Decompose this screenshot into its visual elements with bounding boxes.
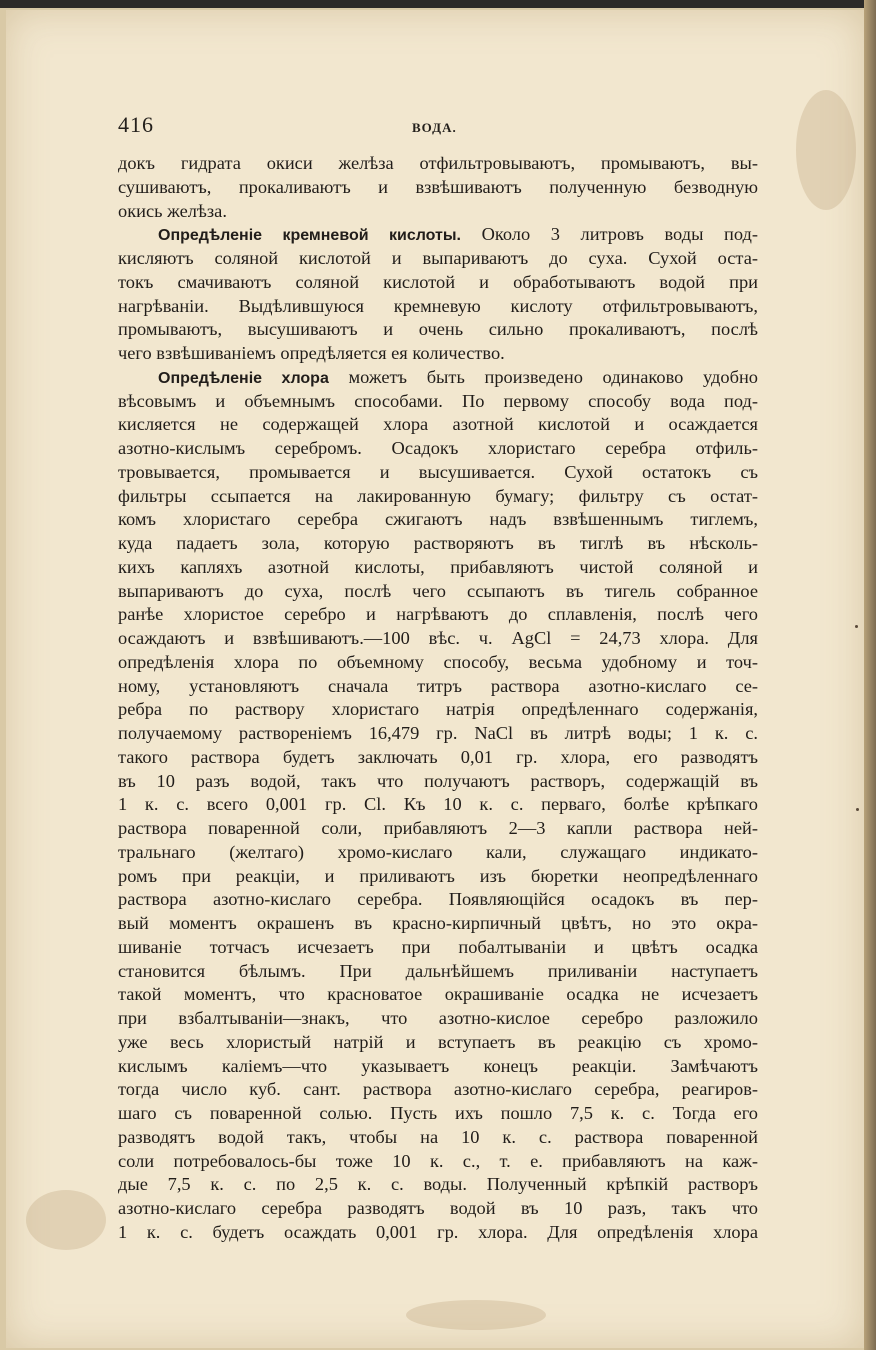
text-line: раствора азотно-кислаго серебра. Появляющійся осадокъ въ пер- <box>118 889 758 910</box>
text-line: кисляется не содержащей хлора азотной кислотой и осаждается <box>118 414 758 435</box>
text-line: вѣсовымъ и объемнымъ способами. По первому способу вода под- <box>118 390 758 411</box>
section-heading-chlorine: Опредѣленіе хлора <box>158 369 329 387</box>
text-line: кихъ капляхъ азотной кислоты, прибавляютъ чистой соляной и <box>118 556 758 577</box>
section-heading-line: Опредѣленіе хлора можетъ быть произведено одинаково удобно <box>158 366 758 387</box>
text-line: шиваніе тотчасъ исчезаетъ при побалтываніи и цвѣтъ осадка <box>118 936 758 957</box>
text-line: азотно-кислымъ серебромъ. Осадокъ хлористаго серебра отфиль- <box>118 438 758 458</box>
text-line: осаждаютъ и взвѣшиваютъ.—100 вѣс. ч. AgCl = 24,73 хлора. Для <box>118 628 758 648</box>
text-line: въ 10 разъ водой, такъ что получаютъ растворъ, содержащій въ <box>118 770 758 791</box>
text-line: чего взвѣшиваніемъ опредѣляется ея количество. <box>118 343 505 363</box>
text-line: азотно-кислаго серебра разводятъ водой въ 10 разъ, такъ что <box>118 1198 758 1218</box>
scan-top-edge <box>0 0 876 8</box>
text-line: тральнаго (желтаго) хромо-кислаго кали, служащаго индикато- <box>118 841 758 862</box>
text-line: уже весь хлористый натрій и вступаетъ въ реакцію съ хромо- <box>118 1031 758 1052</box>
text-line: вый моментъ окрашенъ въ красно-кирпичный цвѣтъ, но это окра- <box>118 913 758 933</box>
text-line: комъ хлористаго серебра сжигаютъ надъ взвѣшеннымъ тиглемъ, <box>118 509 758 530</box>
text-line: кислымъ каліемъ—что указываетъ конецъ реакціи. Замѣчаютъ <box>118 1055 758 1076</box>
text-line: нагрѣваніи. Выдѣлившуюся кремневую кислоту отфильтровываютъ, <box>118 295 758 316</box>
text-line: 1 к. с. будетъ осаждать 0,001 гр. хлора. Для опредѣленія хлора <box>118 1221 758 1242</box>
section-heading-line: Опредѣленіе кремневой кислоты. Около 3 литровъ воды под- <box>158 224 758 245</box>
text-line: такого раствора будетъ заключать 0,01 гр. хлора, его разводятъ <box>118 746 758 767</box>
body-text <box>118 152 758 1245</box>
text-line: ному, установляютъ сначала титръ раствора азотно-кислаго се- <box>118 675 758 696</box>
margin-speck <box>856 808 859 811</box>
paper-stain <box>796 90 856 210</box>
page-number: 416 <box>118 112 154 137</box>
text-line: при взбалтываніи—знакъ, что азотно-кислое серебро разложило <box>118 1008 758 1028</box>
text-line: тровывается, промывается и высушивается. Сухой остатокъ съ <box>118 461 758 482</box>
text-line: сушиваютъ, прокаливаютъ и взвѣшиваютъ полученную безводную <box>118 176 758 197</box>
paper-stain <box>406 1300 546 1330</box>
text-line: соли потребовалось-бы тоже 10 к. с., т. е. прибавляютъ на каж- <box>118 1150 758 1171</box>
text-line: шаго съ поваренной солью. Пусть ихъ пошло 7,5 к. с. Тогда его <box>118 1103 758 1123</box>
scan-right-edge <box>864 0 876 1350</box>
text-line: получаемому раствореніемъ 16,479 гр. NaCl въ литрѣ воды; 1 к. с. <box>118 723 758 743</box>
running-head: ВОДА. <box>412 120 457 135</box>
text-line: тогда число куб. сант. раствора азотно-кислаго серебра, реагиров- <box>118 1079 758 1100</box>
text-line: ранѣе хлористое серебро и нагрѣваютъ до сплавленія, послѣ чего <box>118 604 758 625</box>
text-line: докъ гидрата окиси желѣза отфильтровываютъ, промываютъ, вы- <box>118 153 758 173</box>
text-line: ребра по раствору хлористаго натрія опредѣленнаго содержанія, <box>118 699 758 720</box>
paper-stain <box>26 1190 106 1250</box>
text-line: такой моментъ, что красноватое окрашиваніе осадка не исчезаетъ <box>118 984 758 1005</box>
text-line: ромъ при реакціи, и приливаютъ изъ бюретки неопредѣленнаго <box>118 865 758 886</box>
section-heading-silica: Опредѣленіе кремневой кислоты. <box>158 227 461 245</box>
text-line: токъ смачиваютъ соляной кислотой и обработываютъ водой при <box>118 271 758 292</box>
text-line: выпариваютъ до суха, послѣ чего ссыпаютъ въ тигель собранное <box>118 580 758 601</box>
text-line: окись желѣза. <box>118 200 227 221</box>
text-line: фильтры ссыпается на лакированную бумагу; фильтру съ остат- <box>118 485 758 506</box>
text-line: кисляютъ соляной кислотой и выпариваютъ до суха. Сухой оста- <box>118 248 758 268</box>
text-line: разводятъ водой такъ, чтобы на 10 к. с. раствора поваренной <box>118 1126 758 1147</box>
margin-speck <box>855 625 858 628</box>
text-line: раствора поваренной соли, прибавляютъ 2—3 капли раствора ней- <box>118 818 758 838</box>
text-line: промываютъ, высушиваютъ и очень сильно прокаливаютъ, послѣ <box>118 319 758 340</box>
text-line: становится бѣлымъ. При дальнѣйшемъ приливаніи наступаетъ <box>118 960 758 981</box>
text-line: 1 к. с. всего 0,001 гр. Cl. Къ 10 к. с. перваго, болѣе крѣпкаго <box>118 794 758 815</box>
text-line: куда падаетъ зола, которую растворяютъ въ тиглѣ въ нѣсколь- <box>118 533 758 553</box>
text-line: опредѣленія хлора по объемному способу, весьма удобному и точ- <box>118 651 758 672</box>
page-header <box>118 112 758 142</box>
text-line: дые 7,5 к. с. по 2,5 к. с. воды. Полученный крѣпкій растворъ <box>118 1174 758 1195</box>
